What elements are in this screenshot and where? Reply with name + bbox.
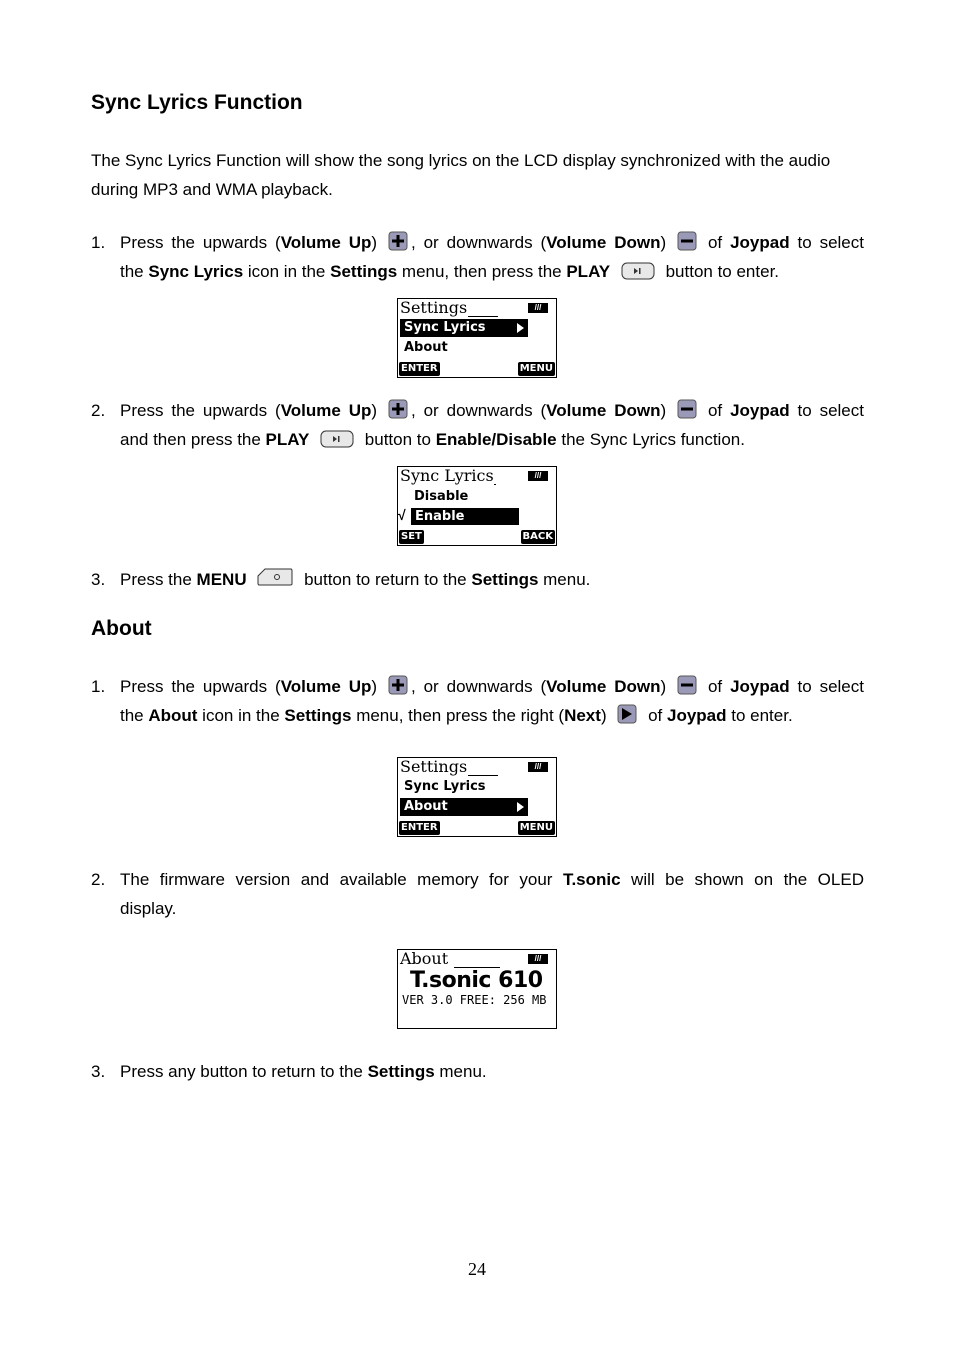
text: button to return to the [304, 570, 472, 589]
battery-icon: /// [528, 303, 548, 313]
play-button-icon [320, 430, 354, 448]
bold-text: Sync Lyrics [148, 262, 244, 281]
text: to select [797, 401, 864, 420]
step-number: 3. [91, 1062, 106, 1081]
lcd-screen-about [397, 949, 557, 1029]
bold-text: Joypad [730, 677, 790, 696]
text: Press any button to return to the [120, 1062, 368, 1081]
battery-icon: /// [528, 471, 548, 481]
menu-button-icon [257, 567, 293, 587]
volume-up-icon [388, 231, 408, 251]
bold-text: Enable/Disable [435, 430, 557, 449]
text: menu, then press the right ( [351, 706, 565, 725]
battery-icon: /// [528, 954, 548, 964]
intro-line-2: during MP3 and WMA playback. [91, 180, 333, 199]
text: Press the [120, 570, 197, 589]
option-enable: Enable [411, 508, 519, 525]
text: to select [797, 233, 864, 252]
text: will be shown on the OLED [620, 870, 864, 889]
bold-text: Volume Down [546, 233, 661, 252]
step-number: 1. [91, 233, 106, 252]
text: , or downwards ( [410, 401, 547, 420]
bold-text: T.sonic [562, 870, 621, 889]
text: to select [797, 677, 864, 696]
version-memory-info: VER 3.0 FREE: 256 MB [402, 993, 547, 1007]
text: ) [371, 677, 378, 696]
bold-text: Joypad [730, 401, 790, 420]
bold-text: Settings [471, 570, 539, 589]
text: the [120, 262, 149, 281]
text: to enter. [726, 706, 793, 725]
next-icon [617, 704, 637, 724]
model-name: T.sonic 610 [410, 968, 543, 993]
volume-down-icon [677, 231, 697, 251]
volume-up-icon [388, 675, 408, 695]
bold-text: Volume Up [280, 677, 372, 696]
text: icon in the [243, 262, 331, 281]
step-number: 1. [91, 677, 106, 696]
screen-title: Settings [400, 298, 468, 317]
title-underline [468, 775, 498, 776]
text: ) [371, 401, 378, 420]
menu-item-sync-lyrics: Sync Lyrics [404, 779, 486, 794]
screen-title: Sync Lyrics [400, 466, 494, 485]
arrow-right-icon [517, 323, 524, 333]
bold-text: Next [564, 706, 601, 725]
menu-item-about [400, 798, 528, 816]
menu-item-sync-lyrics [400, 319, 528, 337]
bold-text: Settings [284, 706, 352, 725]
softkey-set: SET [401, 531, 422, 542]
text: , or downwards ( [410, 677, 547, 696]
step-number: 2. [91, 870, 106, 889]
intro-paragraph [91, 146, 864, 204]
text: the [120, 706, 149, 725]
text: button to enter. [665, 262, 780, 281]
lcd-screen-sync-lyrics [397, 466, 557, 546]
bold-text: Settings [367, 1062, 435, 1081]
softkey-enter: ENTER [401, 363, 438, 374]
volume-down-icon [677, 399, 697, 419]
text: Press the upwards ( [120, 677, 281, 696]
volume-down-icon [677, 675, 697, 695]
volume-up-icon [388, 399, 408, 419]
lcd-screen-settings-about [397, 757, 557, 837]
text: ) [600, 706, 607, 725]
text: of [707, 401, 723, 420]
section-heading-about: About [91, 617, 152, 640]
screen-title: About [400, 949, 449, 968]
text: button to [364, 430, 436, 449]
bold-text: Volume Down [546, 401, 661, 420]
bold-text: Settings [330, 262, 398, 281]
text: ) [660, 677, 667, 696]
page-number: 24 [468, 1259, 486, 1279]
text: , or downwards ( [410, 233, 547, 252]
text: and then press the [120, 430, 266, 449]
step-number: 2. [91, 401, 106, 420]
softkey-menu: MENU [519, 822, 553, 833]
title-underline [468, 316, 498, 317]
text: Press the upwards ( [120, 233, 281, 252]
text: Press the upwards ( [120, 401, 281, 420]
text: of [707, 677, 723, 696]
item-label: Sync Lyrics [404, 320, 486, 335]
bold-text: MENU [196, 570, 247, 589]
bold-text: About [148, 706, 198, 725]
bold-text: Joypad [730, 233, 790, 252]
arrow-right-icon [517, 802, 524, 812]
text: of [707, 233, 723, 252]
lcd-screen-settings-sync [397, 298, 557, 378]
text: menu. [434, 1062, 487, 1081]
bold-text: Volume Up [280, 233, 372, 252]
checkmark-icon: √ [398, 507, 406, 523]
softkey-back: BACK [522, 531, 553, 542]
bold-text: Volume Up [280, 401, 372, 420]
text: display. [120, 899, 177, 918]
softkey-enter: ENTER [401, 822, 438, 833]
text: The firmware version and available memory for your [120, 870, 563, 889]
intro-line-1: The Sync Lyrics Function will show the song lyrics on the LCD display synchronized with the audio [91, 151, 831, 170]
text: menu. [538, 570, 591, 589]
text: ) [660, 401, 667, 420]
bold-text: Volume Down [546, 677, 661, 696]
screen-title: Settings [400, 757, 468, 776]
play-button-icon [621, 262, 655, 280]
text: ) [371, 233, 378, 252]
text: ) [660, 233, 667, 252]
bold-text: PLAY [265, 430, 310, 449]
step-number: 3. [91, 570, 106, 589]
text: the Sync Lyrics function. [556, 430, 745, 449]
item-label: About [404, 799, 448, 814]
menu-item-about: About [404, 340, 448, 355]
text: of [648, 706, 667, 725]
text: menu, then press the [397, 262, 567, 281]
battery-icon: /// [528, 762, 548, 772]
title-underline [494, 484, 496, 485]
bold-text: Joypad [666, 706, 727, 725]
section-heading-sync-lyrics: Sync Lyrics Function [91, 91, 303, 114]
option-disable: Disable [414, 489, 469, 504]
text: icon in the [197, 706, 285, 725]
bold-text: PLAY [566, 262, 611, 281]
softkey-menu: MENU [519, 363, 553, 374]
